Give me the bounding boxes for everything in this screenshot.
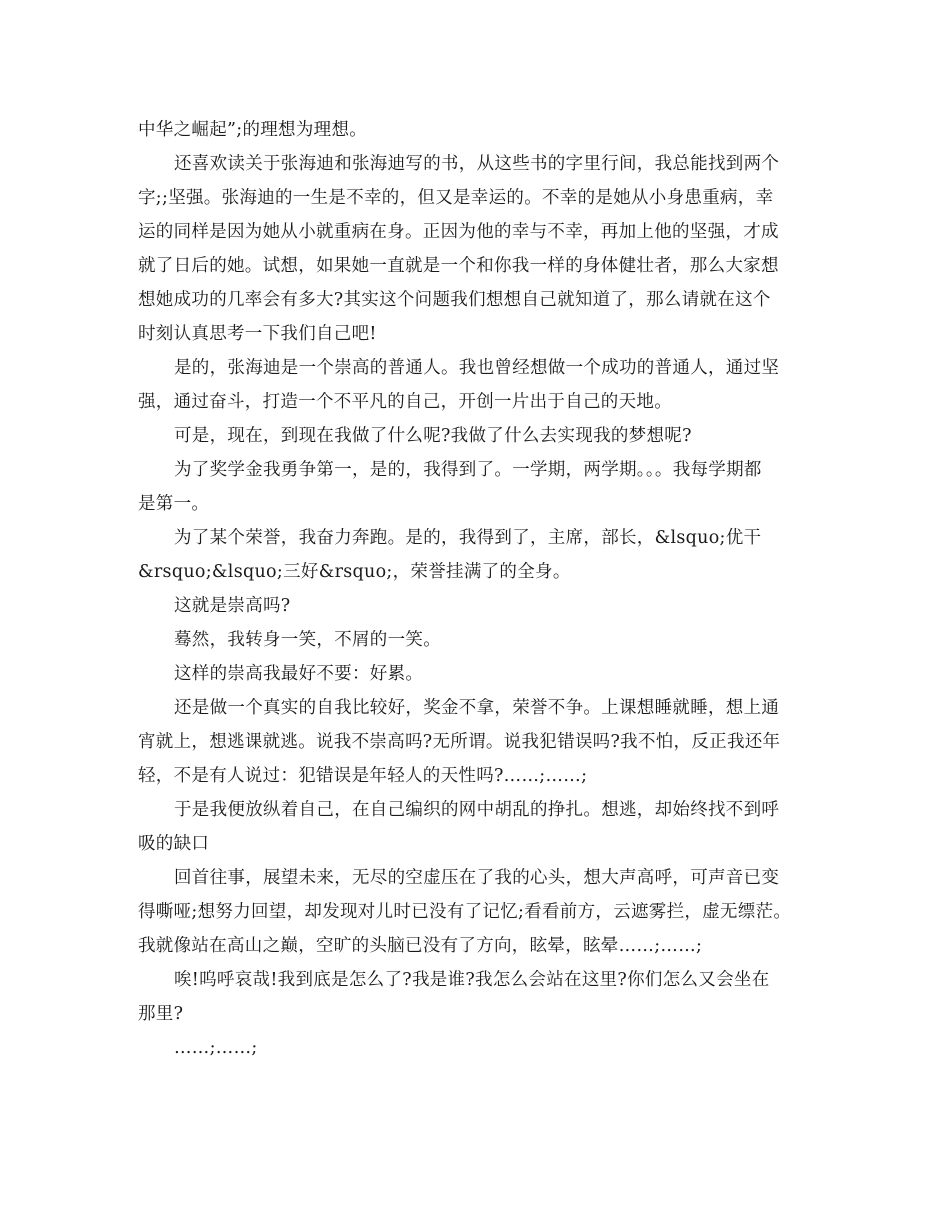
- text-line: 想她成功的几率会有多大?其实这个问题我们想想自己就知道了，那么请就在这个: [138, 290, 771, 310]
- text-line: &rsquo;&lsquo;三好&rsquo;，荣誉挂满了的全身。: [138, 562, 571, 582]
- text-line: 回首往事，展望未来，无尽的空虚压在了我的心头，想大声高呼，可声音已变: [174, 868, 780, 888]
- text-line: 时刻认真思考一下我们自己吧!: [138, 324, 377, 344]
- text-line: 这样的崇高我最好不要：好累。: [174, 664, 424, 684]
- text-line: 那里?: [138, 1004, 184, 1024]
- text-line: ……;……;: [174, 1038, 258, 1058]
- text-line: 是第一。: [138, 494, 210, 514]
- document-page: [138, 113, 818, 1065]
- text-line: 还喜欢读关于张海迪和张海迪写的书，从这些书的字里行间，我总能找到两个: [174, 154, 780, 174]
- text-line: 还是做一个真实的自我比较好，奖金不拿，荣誉不争。上课想睡就睡，想上通: [174, 698, 780, 718]
- text-line: 为了奖学金我勇争第一，是的，我得到了。一学期，两学期。。。我每学期都: [174, 460, 762, 480]
- text-line: 就了日后的她。试想，如果她一直就是一个和你我一样的身体健壮者，那么大家想: [138, 256, 779, 276]
- text-line: 中华之崛起”;的理想为理想。: [138, 120, 368, 140]
- text-line: 强，通过奋斗，打造一个不平凡的自己，开创一片出于自己的天地。: [138, 392, 672, 412]
- text-line: 蓦然，我转身一笑，不屑的一笑。: [174, 630, 441, 650]
- text-line: 可是，现在，到现在我做了什么呢?我做了什么去实现我的梦想呢?: [174, 426, 692, 446]
- text-line: 唉!呜呼哀哉!我到底是怎么了?我是谁?我怎么会站在这里?你们怎么又会坐在: [174, 970, 770, 990]
- document-body: [138, 113, 818, 1065]
- text-line: 这就是崇高吗?: [174, 596, 291, 616]
- text-line: 吸的缺口: [138, 834, 210, 854]
- text-line: 得嘶哑;想努力回望，却发现对儿时已没有了记忆;看看前方，云遮雾拦，虚无缥茫。: [138, 902, 792, 922]
- text-line: 我就像站在高山之巅，空旷的头脑已没有了方向，眩晕，眩晕……;……;: [138, 936, 703, 956]
- text-line: 是的，张海迪是一个崇高的普通人。我也曾经想做一个成功的普通人，通过坚: [174, 358, 780, 378]
- text-line: 运的同样是因为她从小就重病在身。正因为他的幸与不幸，再加上他的坚强，才成: [138, 222, 779, 242]
- text-line: 宵就上，想逃课就逃。说我不崇高吗?无所谓。说我犯错误吗?我不怕，反正我还年: [138, 732, 781, 752]
- text-line: 于是我便放纵着自己，在自己编织的网中胡乱的挣扎。想逃，却始终找不到呼: [174, 800, 780, 820]
- text-line: 字;;坚强。张海迪的一生是不幸的，但又是幸运的。不幸的是她从小身患重病，幸: [138, 188, 774, 208]
- text-line: 为了某个荣誉，我奋力奔跑。是的，我得到了，主席，部长，&lsquo;优干: [174, 528, 762, 548]
- text-line: 轻，不是有人说过：犯错误是年轻人的天性吗?……;……;: [138, 766, 588, 786]
